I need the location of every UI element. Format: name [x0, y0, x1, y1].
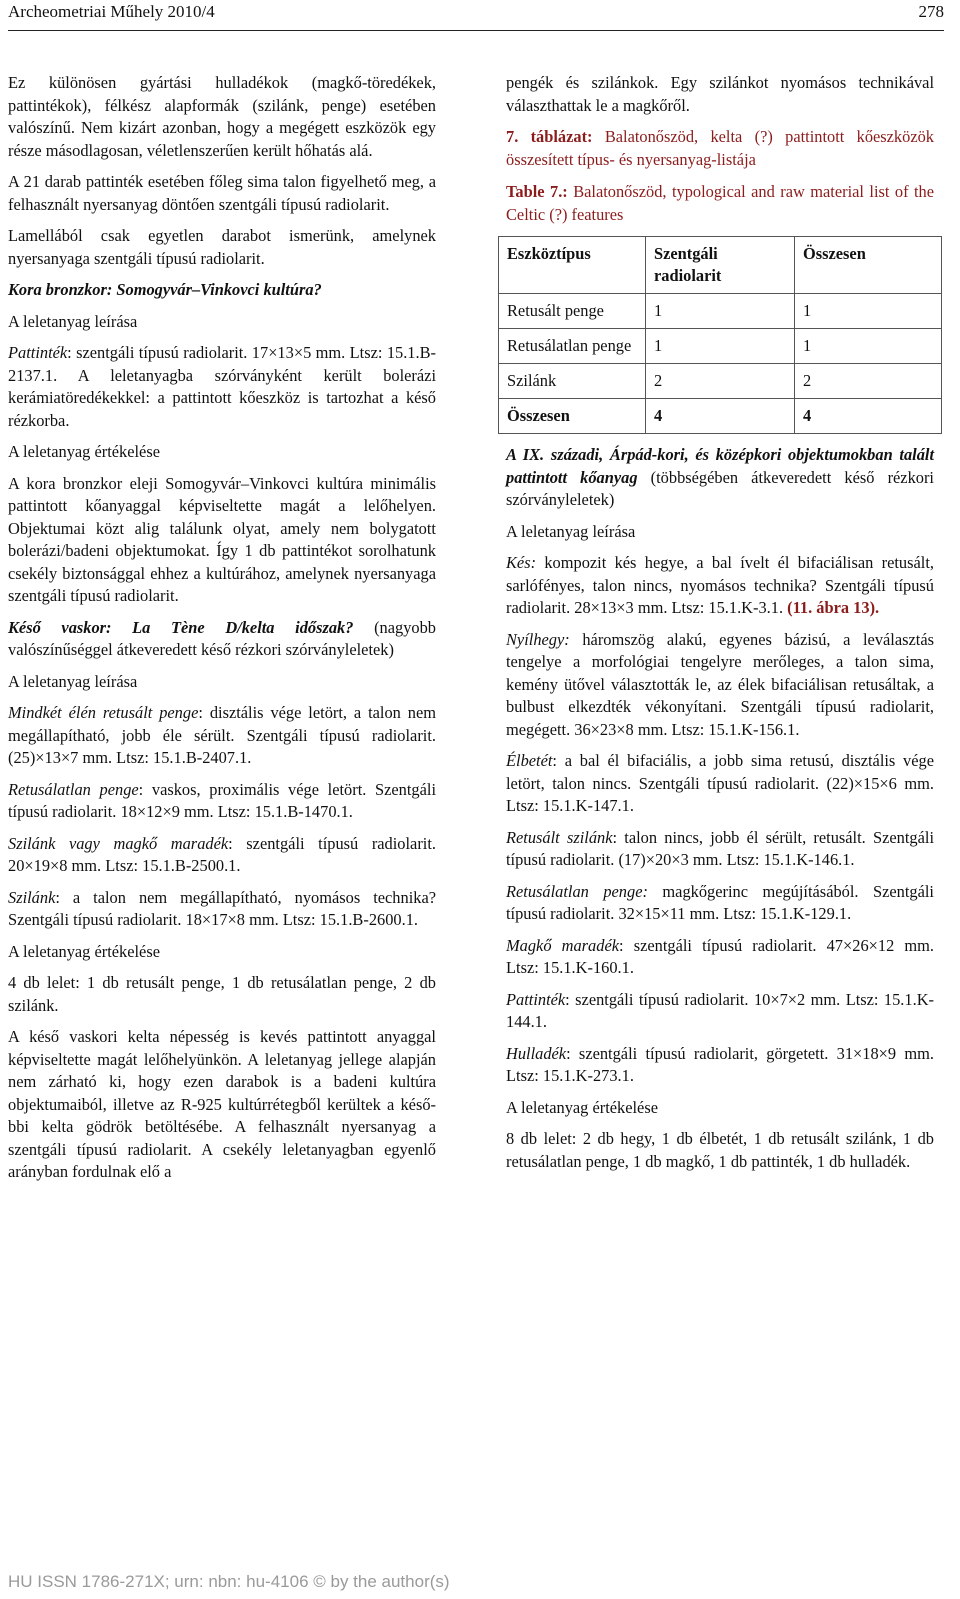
find-label: Nyílhegy:	[506, 629, 570, 649]
find-label: Retusálatlan penge	[8, 779, 139, 799]
subheading-evaluation: A leletanyag értékelése	[8, 941, 160, 961]
find-entry	[506, 881, 934, 926]
caption-text: Balatonőszöd, typological and raw material list of the Celtic (?) features	[506, 182, 934, 224]
find-text: : szentgáli típusú radiolarit. 10×7×2 mm. Ltsz: 15.1.K-144.1.	[506, 989, 934, 1031]
paragraph: Lamellából csak egyetlen darabot ismerünk, amelynek nyersanyaga szentgáli típusú radiolarit.	[8, 226, 436, 268]
footer-issn: HU ISSN 1786-271X; urn: nbn: hu-4106 © by the author(s)	[8, 1572, 450, 1591]
paragraph: pengék és szilánkok. Egy szilánkot nyomásos technikával választhattak le a magkőről.	[506, 73, 934, 115]
caption-label: Table 7.:	[506, 182, 568, 201]
table-cell: 1	[795, 294, 942, 329]
find-text: : disztális vége letört, a talon nem megállapítható, jobb éle sérült. Szentgáli típusú radiolarit. (25)×13×7 mm. Ltsz: 15.1.B-2407.1.	[8, 703, 436, 767]
find-label: Kés:	[506, 553, 537, 572]
find-text: : szentgáli típusú radiolarit. 47×26×12 mm. Ltsz: 15.1.K-160.1.	[506, 935, 935, 977]
table-header-cell: Szentgáli radiolarit	[646, 237, 795, 294]
find-text: : talon nincs, jobb él sérült, retusált. Szentgáli típusú radiolarit. (17)×20×3 mm. Ltsz: 15.1.K-146.1.	[506, 827, 934, 869]
table-cell: 2	[795, 364, 942, 399]
subheading-description: A leletanyag leírása	[8, 311, 138, 331]
table-cell: 1	[795, 329, 942, 364]
table-7	[498, 236, 942, 434]
table-cell: Összesen	[499, 399, 646, 434]
find-entry	[506, 552, 934, 620]
table-cell: Szilánk	[499, 364, 646, 399]
find-text: : szentgáli típusú radiolarit. 20×19×8 mm. Ltsz: 15.1.B-2500.1.	[8, 833, 436, 875]
find-label: Retusálatlan penge:	[506, 881, 648, 901]
left-column	[8, 72, 436, 1193]
paragraph: 4 db lelet: 1 db retusált penge, 1 db retusálatlan penge, 2 db szilánk.	[8, 973, 436, 1015]
find-label: Retusált szilánk	[506, 827, 613, 847]
find-label: Pattinték	[8, 343, 68, 362]
table-row	[499, 364, 942, 399]
find-entry	[8, 342, 436, 432]
find-entry	[8, 833, 436, 878]
find-entry	[506, 935, 934, 980]
find-entry	[8, 702, 436, 770]
right-column	[506, 72, 934, 1182]
subheading-description: A leletanyag leírása	[506, 521, 636, 541]
find-label: Szilánk vagy magkő maradék	[8, 833, 229, 853]
page-number: 278	[918, 2, 944, 21]
find-label: Magkő maradék	[506, 935, 620, 955]
find-label: Pattinték	[506, 989, 566, 1009]
find-text: : a bal él bifaciális, a jobb sima retusú, disztális vége letört, talon nincs. Szentgáli típusú radiolarit. (22)×15×6 mm. Ltsz: 15.1.K-147.1.	[506, 751, 934, 815]
paragraph: A kora bronzkor eleji Somogyvár–Vinkovci kultúra minimális pattintott kőanyaggal képviseltette magát a lelőhelyen. Objektumai közt alig találunk olyat, amely nem bolygatott bolerázi/badeni objektumokat. Így 1 db pattintékot sorolhatunk csekély biztonsággal ehhez a kultúrához, amelynek nyersanyaga szentgáli típusú radiolarit.	[8, 473, 436, 605]
find-entry	[506, 989, 934, 1034]
find-label: Élbetét	[506, 751, 553, 770]
caption-text: Balatonőszöd, kelta (?) pattintott kőeszközök összesített típus- és nyersanyag-listája	[506, 127, 934, 169]
find-entry	[8, 779, 436, 824]
paragraph: A késő vaskori kelta népesség is kevés pattintott anyaggal képviseltette magát lelőhelyünkön. A leletanyag jellege alapján nem zárható ki, hogy ezen darabok is a badeni kultúra objektumaiból, illetve az R-925 kultúrrétegből kerültek a későbbi kelta gödrök betöltésébe. A felhasznált nyersanyag a szentgáli típusú radiolarit. A csekély leletanyagban egyenlő arányban fordulnak elő a	[8, 1027, 436, 1181]
paragraph: 8 db lelet: 2 db hegy, 1 db élbetét, 1 db retusált szilánk, 1 db retusálatlan penge, 1 db magkő, 1 db pattinték, 1 db hulladék.	[506, 1129, 934, 1171]
paragraph: A 21 darab pattinték esetében főleg sima talon figyelhető meg, a felhasznált nyersanyag döntően szentgáli típusú radiolarit.	[8, 172, 436, 214]
find-text: háromszög alakú, egyenes bázisú, a leválasztás tengelye a morfológiai tengelyre merőleges, a talon sima, kemény ütővel választották le, az élek bifaciálisan retusáltak, a bulbust elkezdték vékonyítani. Szentgáli típusú radiolarit, megégett. 36×23×8 mm. Ltsz: 15.1.K-156.1.	[506, 629, 934, 739]
section-heading-iron-age	[8, 617, 436, 662]
subheading-evaluation: A leletanyag értékelése	[506, 1097, 658, 1117]
section-heading-bronze-age: Kora bronzkor: Somogyvár–Vinkovci kultúra?	[8, 280, 322, 299]
find-text: : vaskos, proximális vége letört. Szentgáli típusú radiolarit. 18×12×9 mm. Ltsz: 15.1.B-1470.1.	[8, 779, 436, 821]
find-entry	[506, 827, 934, 872]
running-header	[8, 0, 944, 31]
find-text: : a talon nem megállapítható, nyomásos technika? Szentgáli típusú radiolarit. 18×17×8 mm. Ltsz: 15.1.B-2600.1.	[8, 887, 436, 929]
subheading-description: A leletanyag leírása	[8, 671, 138, 691]
table-caption-hu	[506, 126, 934, 171]
find-text: magkőgerinc megújításából. Szentgáli típusú radiolarit. 32×15×11 mm. Ltsz: 15.1.K-129.1.	[506, 881, 934, 923]
table-header-cell: Összesen	[795, 237, 942, 294]
find-entry	[8, 887, 436, 932]
figure-reference: (11. ábra 13).	[787, 598, 880, 617]
table-total-row	[499, 399, 942, 434]
find-text: kompozit kés hegye, a bal ívelt él bifaciálisan retusált, sarlófényes, talon nincs, nyomásos technika? Szentgáli típusú radiolarit. 28×13×3 mm. Ltsz: 15.1.K-3.1.	[506, 553, 934, 617]
paragraph: Ez különösen gyártási hulladékok (magkő-töredékek, pattintékok), félkész alapformák (szilánk, penge) esetében valószínű. Nem kizárt azonban, hogy a megégett eszközök egy része másodlagosan, véletlenszerűen került hőhatás alá.	[8, 73, 436, 160]
find-text: : szentgáli típusú radiolarit, görgetett. 31×18×9 mm. Ltsz: 15.1.K-273.1.	[506, 1043, 934, 1085]
find-entry	[506, 750, 934, 818]
table-header-row	[499, 237, 942, 294]
find-text: : szentgáli típusú radiolarit. 17×13×5 mm. Ltsz: 15.1.B-2137.1. A leletanyagba szórványként került bolerázi kerámiatöredékekkel: a pattintott kőeszköz is tartozhat a késő rézkorba.	[8, 343, 436, 430]
table-header-cell: Eszköztípus	[499, 237, 646, 294]
table-cell: 1	[646, 294, 795, 329]
journal-title: Archeometriai Műhely 2010/4	[8, 2, 215, 21]
heading-tail: (nagyobb valószínűséggel átkeveredett késő rézkori szórványleletek)	[8, 617, 436, 659]
table-caption-en	[506, 181, 934, 226]
table-cell: 4	[795, 399, 942, 434]
table-cell: Retusálatlan penge	[499, 329, 646, 364]
table-cell: 1	[646, 329, 795, 364]
table-cell: Retusált penge	[499, 294, 646, 329]
find-label: Szilánk	[8, 887, 56, 907]
find-entry	[506, 1043, 934, 1088]
section-heading-medieval	[506, 444, 934, 512]
find-label: Mindkét élén retusált penge	[8, 703, 199, 722]
table-row	[499, 294, 942, 329]
table-cell: 2	[646, 364, 795, 399]
find-entry	[506, 629, 934, 742]
find-label: Hulladék	[506, 1043, 567, 1063]
heading-text: Késő vaskor: La Tène D/kelta időszak?	[8, 617, 354, 637]
heading-tail: (többségében átkeveredett késő rézkori szórványleletek)	[506, 467, 934, 509]
caption-label: 7. táblázat:	[506, 127, 593, 146]
heading-text: A IX. századi, Árpád-kori, és középkori objektumokban talált pattintott kőanyag	[506, 445, 934, 487]
table-cell: 4	[646, 399, 795, 434]
table-row	[499, 329, 942, 364]
subheading-evaluation: A leletanyag értékelése	[8, 442, 160, 461]
